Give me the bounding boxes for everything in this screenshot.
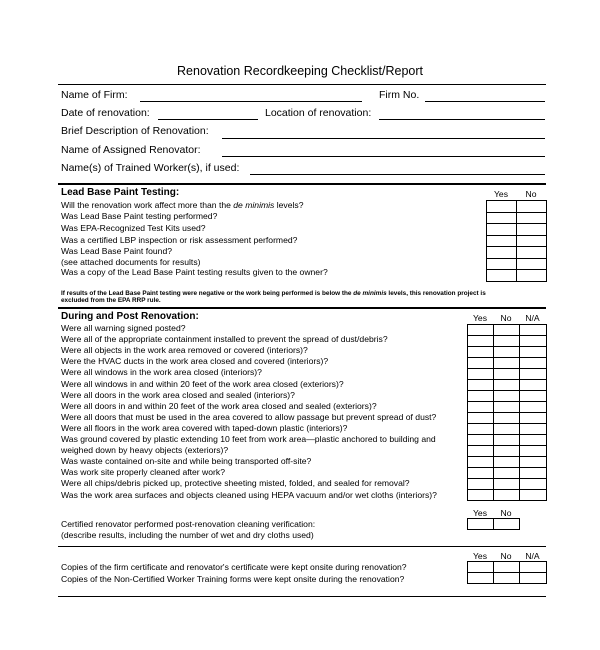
verify-answer-grid bbox=[467, 518, 520, 530]
dp-answer-yes-cell[interactable] bbox=[468, 468, 494, 479]
lead-question-1-pre: Will the renovation work affect more than the bbox=[61, 200, 234, 210]
firm-name-field[interactable] bbox=[140, 101, 362, 102]
dp-col-yes: Yes bbox=[472, 313, 488, 323]
dp-answer-na-cell[interactable] bbox=[520, 490, 547, 501]
lead-question-1-post: levels? bbox=[274, 200, 304, 210]
dp-answer-yes-cell[interactable] bbox=[468, 391, 494, 402]
dp-answer-na-cell[interactable] bbox=[520, 446, 547, 457]
lead-answer-no-cell[interactable] bbox=[517, 247, 547, 259]
during-post-question: Was waste contained on-site and while being transported off-site? bbox=[61, 456, 312, 467]
lead-answer-yes-cell[interactable] bbox=[487, 258, 517, 270]
dp-answer-no-cell[interactable] bbox=[494, 424, 520, 435]
copies-line-1: Copies of the firm certificate and renovator's certificate were kept onsite during renovation? bbox=[61, 562, 407, 572]
during-post-question: Were all of the appropriate containment installed to prevent the spread of dust/debris? bbox=[61, 334, 388, 345]
lead-col-no: No bbox=[525, 189, 537, 199]
renovator-field[interactable] bbox=[222, 156, 545, 157]
firm-no-field[interactable] bbox=[425, 101, 545, 102]
lead-answer-no-cell[interactable] bbox=[517, 235, 547, 247]
copies-1-yes-cell[interactable] bbox=[468, 562, 494, 573]
dp-col-no: No bbox=[500, 313, 512, 323]
during-post-question: Were all floors in the work area covered with taped-down plastic (interiors)? bbox=[61, 422, 348, 433]
during-post-question: Were all doors that must be used in the area covered to allow passage but prevent spread of dust? bbox=[61, 411, 437, 422]
dp-answer-no-cell[interactable] bbox=[494, 446, 520, 457]
lead-question-1-em: de minimis bbox=[233, 200, 275, 210]
lead-question-7: Was a copy of the Lead Base Paint testing results given to the owner? bbox=[61, 267, 328, 277]
during-post-question: Were all warning signed posted? bbox=[61, 323, 186, 333]
dp-answer-yes-cell[interactable] bbox=[468, 380, 494, 391]
bottom-divider bbox=[58, 596, 546, 597]
dp-answer-yes-cell[interactable] bbox=[468, 435, 494, 446]
copies-answer-grid bbox=[467, 561, 547, 584]
section-divider-3 bbox=[58, 546, 546, 547]
lead-question-3: Was EPA-Recognized Test Kits used? bbox=[61, 223, 206, 233]
dp-answer-no-cell[interactable] bbox=[494, 380, 520, 391]
location-field[interactable] bbox=[379, 119, 545, 120]
lead-note-post: levels, this renovation project is bbox=[386, 290, 486, 297]
section-divider bbox=[58, 183, 546, 185]
description-label: Brief Description of Renovation: bbox=[61, 125, 209, 137]
dp-answer-na-cell[interactable] bbox=[520, 457, 547, 468]
dp-answer-yes-cell[interactable] bbox=[468, 490, 494, 501]
lead-answer-yes-cell[interactable] bbox=[487, 235, 517, 247]
dp-answer-yes-cell[interactable] bbox=[468, 358, 494, 369]
verify-no-cell[interactable] bbox=[494, 519, 520, 530]
lead-question-2: Was Lead Base Paint testing performed? bbox=[61, 211, 218, 221]
during-post-question: Were all doors in and within 20 feet of the work area closed and sealed (exteriors)? bbox=[61, 400, 377, 411]
during-post-question: Were the HVAC ducts in the work area closed and covered (interiors)? bbox=[61, 356, 329, 367]
dp-col-na: N/A bbox=[525, 313, 540, 323]
dp-answer-na-cell[interactable] bbox=[520, 413, 547, 424]
dp-answer-yes-cell[interactable] bbox=[468, 325, 494, 336]
lead-answer-no-cell[interactable] bbox=[517, 270, 547, 282]
copies-2-no-cell[interactable] bbox=[494, 573, 520, 584]
dp-answer-na-cell[interactable] bbox=[520, 369, 547, 380]
dp-answer-yes-cell[interactable] bbox=[468, 479, 494, 490]
dp-answer-na-cell[interactable] bbox=[520, 479, 547, 490]
lead-answer-yes-cell[interactable] bbox=[487, 212, 517, 224]
dp-answer-na-cell[interactable] bbox=[520, 435, 547, 446]
dp-answer-na-cell[interactable] bbox=[520, 336, 547, 347]
copies-line-2: Copies of the Non-Certified Worker Training forms were kept onsite during the renovation? bbox=[61, 574, 405, 584]
dp-answer-na-cell[interactable] bbox=[520, 347, 547, 358]
copies-col-no: No bbox=[500, 551, 512, 561]
during-post-question: Was the work area surfaces and objects cleaned using HEPA vacuum and/or wet cloths (interiors)? bbox=[61, 489, 437, 500]
location-label: Location of renovation: bbox=[265, 107, 372, 119]
verify-line-2: (describe results, including the number of wet and dry cloths used) bbox=[61, 530, 314, 540]
during-post-heading: During and Post Renovation: bbox=[61, 311, 199, 322]
dp-answer-yes-cell[interactable] bbox=[468, 347, 494, 358]
lead-answer-yes-cell[interactable] bbox=[487, 270, 517, 282]
dp-answer-no-cell[interactable] bbox=[494, 325, 520, 336]
dp-answer-na-cell[interactable] bbox=[520, 391, 547, 402]
page-title: Renovation Recordkeeping Checklist/Report bbox=[177, 64, 423, 78]
verify-col-no: No bbox=[500, 508, 512, 518]
dp-answer-no-cell[interactable] bbox=[494, 347, 520, 358]
dp-answer-yes-cell[interactable] bbox=[468, 424, 494, 435]
dp-answer-na-cell[interactable] bbox=[520, 402, 547, 413]
dp-answer-no-cell[interactable] bbox=[494, 479, 520, 490]
during-post-question: Were all chips/debris picked up, protective sheeting misted, folded, and sealed for removal? bbox=[61, 478, 410, 489]
dp-answer-no-cell[interactable] bbox=[494, 468, 520, 479]
during-post-question: Were all objects in the work area removed or covered (interiors)? bbox=[61, 345, 308, 356]
date-label: Date of renovation: bbox=[61, 107, 150, 119]
copies-col-na: N/A bbox=[525, 551, 540, 561]
during-post-question: Were all doors in the work area closed and sealed (interiors)? bbox=[61, 389, 295, 400]
dp-answer-no-cell[interactable] bbox=[494, 490, 520, 501]
verify-yes-cell[interactable] bbox=[468, 519, 494, 530]
lead-note-pre: If results of the Lead Base Paint testing were negative or the work being performed is below the bbox=[61, 290, 354, 297]
lead-answer-yes-cell[interactable] bbox=[487, 201, 517, 213]
dp-answer-no-cell[interactable] bbox=[494, 358, 520, 369]
dp-answer-na-cell[interactable] bbox=[520, 468, 547, 479]
lead-testing-heading: Lead Base Paint Testing: bbox=[61, 187, 180, 198]
lead-answer-no-cell[interactable] bbox=[517, 201, 547, 213]
dp-answer-na-cell[interactable] bbox=[520, 325, 547, 336]
dp-answer-yes-cell[interactable] bbox=[468, 402, 494, 413]
copies-1-no-cell[interactable] bbox=[494, 562, 520, 573]
section-divider-2 bbox=[58, 307, 546, 309]
dp-answer-yes-cell[interactable] bbox=[468, 413, 494, 424]
dp-answer-no-cell[interactable] bbox=[494, 435, 520, 446]
lead-answer-yes-cell[interactable] bbox=[487, 224, 517, 236]
dp-answer-yes-cell[interactable] bbox=[468, 369, 494, 380]
during-post-question: Were all windows in the work area closed (interiors)? bbox=[61, 367, 262, 378]
dp-answer-no-cell[interactable] bbox=[494, 457, 520, 468]
verify-line-1: Certified renovator performed post-renovation cleaning verification: bbox=[61, 519, 316, 529]
lead-note-line-1 bbox=[61, 290, 486, 297]
dp-answer-yes-cell[interactable] bbox=[468, 336, 494, 347]
during-post-question: Were all windows in and within 20 feet of the work area closed (exteriors)? bbox=[61, 378, 344, 389]
renovator-label: Name of Assigned Renovator: bbox=[61, 144, 201, 156]
lead-question-6: (see attached documents for results) bbox=[61, 257, 201, 267]
lead-question-5: Was Lead Base Paint found? bbox=[61, 246, 172, 256]
workers-field[interactable] bbox=[250, 174, 545, 175]
lead-answer-no-cell[interactable] bbox=[517, 212, 547, 224]
copies-col-yes: Yes bbox=[472, 551, 488, 561]
dp-answer-na-cell[interactable] bbox=[520, 380, 547, 391]
workers-label: Name(s) of Trained Worker(s), if used: bbox=[61, 162, 240, 174]
date-field[interactable] bbox=[158, 119, 258, 120]
dp-answer-no-cell[interactable] bbox=[494, 402, 520, 413]
copies-2-na-cell[interactable] bbox=[520, 573, 547, 584]
verify-col-yes: Yes bbox=[472, 508, 488, 518]
during-post-question: Was work site properly cleaned after work? bbox=[61, 467, 225, 478]
lead-note-em: de minimis bbox=[353, 290, 387, 297]
copies-1-na-cell[interactable] bbox=[520, 562, 547, 573]
dp-answer-no-cell[interactable] bbox=[494, 413, 520, 424]
during-post-question: weighed down by heavy objects (exteriors)? bbox=[61, 445, 229, 456]
dp-answer-no-cell[interactable] bbox=[494, 391, 520, 402]
lead-col-yes: Yes bbox=[493, 189, 509, 199]
dp-answer-na-cell[interactable] bbox=[520, 358, 547, 369]
lead-answer-no-cell[interactable] bbox=[517, 224, 547, 236]
dp-answer-no-cell[interactable] bbox=[494, 369, 520, 380]
dp-answer-na-cell[interactable] bbox=[520, 424, 547, 435]
dp-answer-yes-cell[interactable] bbox=[468, 446, 494, 457]
lead-answer-no-cell[interactable] bbox=[517, 258, 547, 270]
lead-answer-grid bbox=[486, 200, 547, 282]
description-field[interactable] bbox=[222, 138, 545, 139]
title-divider bbox=[58, 84, 546, 85]
lead-question-4: Was a certified LBP inspection or risk assessment performed? bbox=[61, 235, 298, 245]
dp-answer-yes-cell[interactable] bbox=[468, 457, 494, 468]
during-post-question: Was ground covered by plastic extending 10 feet from work area—plastic anchored to building and bbox=[61, 434, 436, 444]
lead-answer-yes-cell[interactable] bbox=[487, 247, 517, 259]
firm-no-label: Firm No. bbox=[379, 89, 420, 101]
firm-name-label: Name of Firm: bbox=[61, 89, 128, 101]
lead-question-1 bbox=[61, 200, 304, 210]
during-post-answer-grid bbox=[467, 324, 547, 501]
copies-2-yes-cell[interactable] bbox=[468, 573, 494, 584]
dp-answer-no-cell[interactable] bbox=[494, 336, 520, 347]
lead-note-line-2: excluded from the EPA RRP rule. bbox=[61, 297, 161, 304]
